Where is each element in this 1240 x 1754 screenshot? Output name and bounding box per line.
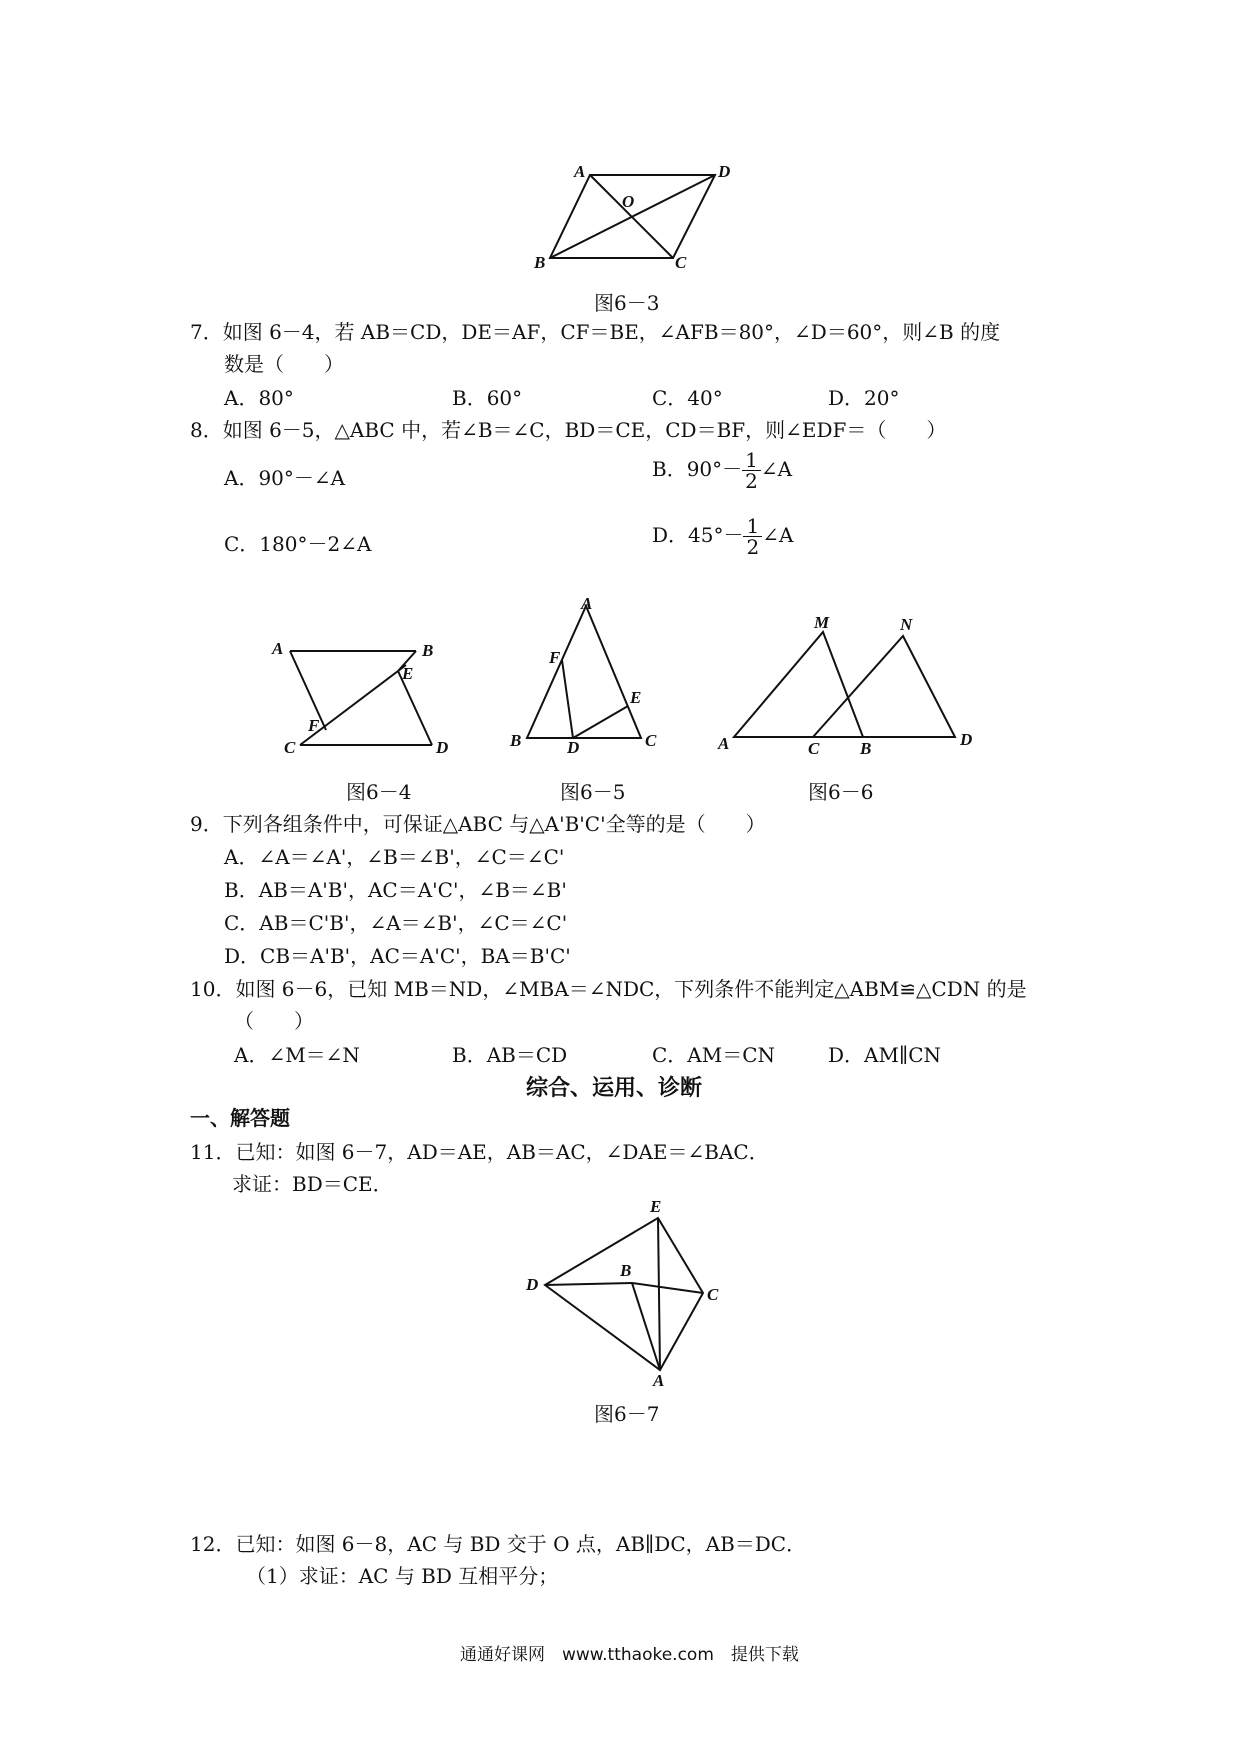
part-title: 一、解答题: [190, 1106, 290, 1130]
q8-option-b-post: ∠A: [760, 457, 793, 481]
segment-db: [545, 1283, 632, 1285]
label-a: A: [718, 734, 730, 753]
label-b: B: [860, 739, 872, 757]
section-title: 综合、运用、诊断: [526, 1076, 703, 1101]
label-c: C: [808, 739, 820, 757]
page-footer: 通通好课网 www.tthaoke.com 提供下载: [460, 1645, 799, 1665]
q10-line1: 10．如图 6－6，已知 MB＝ND，∠MBA＝∠NDC，下列条件不能判定△ABM≌△CDN 的是: [190, 977, 1027, 1001]
q8-option-b: [652, 450, 792, 491]
caption-fig-6-6: 图6－6: [808, 780, 874, 804]
label-d: D: [567, 738, 580, 756]
q9-stem: 9．下列各组条件中，可保证△ABC 与△A'B'C'全等的是（ ）: [190, 812, 766, 836]
q8-stem: 8．如图 6－5，△ABC 中，若∠B＝∠C，BD＝CE，CD＝BF，则∠EDF＝（ ）: [190, 418, 947, 442]
triangle-abc: [527, 606, 641, 738]
caption-fig-6-4: 图6－4: [346, 780, 412, 804]
q12-line2: （1）求证：AC 与 BD 互相平分；: [246, 1564, 559, 1588]
q7-option-c: C．40°: [652, 386, 723, 410]
fraction-half: $\frac{1}{2}$: [742, 450, 761, 491]
q11-line1: 11．已知：如图 6－7，AD＝AE，AB＝AC，∠DAE＝∠BAC．: [190, 1140, 769, 1164]
label-a: A: [581, 596, 593, 613]
label-c: C: [284, 738, 296, 755]
segment-de: [573, 706, 628, 738]
triangle-abm: [734, 632, 863, 737]
q7-line1: 7．如图 6－4，若 AB＝CD，DE＝AF，CF＝BE，∠AFB＝80°，∠D＝60°，则∠B 的度: [190, 320, 1001, 344]
q11-line2: 求证：BD＝CE．: [232, 1172, 393, 1196]
q9-option-a: A．∠A＝∠A'，∠B＝∠B'，∠C＝∠C': [224, 845, 565, 869]
caption-fig-6-3: 图6－3: [594, 291, 660, 315]
label-e: E: [630, 688, 642, 707]
q8-option-b-pre: B．90°－: [652, 457, 743, 481]
label-n: N: [900, 615, 913, 634]
label-b: B: [510, 731, 522, 750]
diagonal-bd: [550, 175, 715, 258]
segment-ae: [658, 1218, 660, 1370]
q10-option-d: D．AM∥CN: [828, 1043, 941, 1067]
q10-option-c: C．AM＝CN: [652, 1043, 776, 1067]
q8-option-d-post: ∠A: [762, 523, 794, 547]
fraction-half: $\frac{1}{2}$: [743, 516, 762, 557]
label-b: B: [422, 641, 434, 660]
label-d: D: [960, 730, 973, 749]
label-d: D: [436, 738, 449, 755]
q8-option-c: C．180°－2∠A: [224, 532, 372, 556]
q8-option-d-pre: D．45°－: [652, 523, 744, 547]
quadrilateral-deca: [545, 1218, 703, 1370]
q7-line2: 数是（ ）: [224, 352, 344, 376]
q10-option-a: A．∠M＝∠N: [234, 1043, 360, 1067]
segment-fd: [562, 660, 573, 738]
caption-fig-6-5: 图6－5: [560, 780, 626, 804]
q10-line2: （ ）: [234, 1009, 314, 1033]
label-b: B: [620, 1261, 632, 1280]
q8-option-d: [652, 516, 793, 557]
q8-option-a: A．90°－∠A: [224, 466, 346, 490]
label-f: F: [308, 716, 320, 735]
label-c: C: [645, 731, 657, 750]
label-o: O: [622, 192, 635, 211]
q9-option-d: D．CB＝A'B'，AC＝A'C'，BA＝B'C': [224, 944, 571, 968]
figure-6-5: [505, 596, 665, 756]
label-m: M: [814, 613, 830, 632]
label-a: A: [653, 1371, 665, 1390]
label-e: E: [402, 664, 414, 683]
label-e: E: [650, 1200, 662, 1216]
label-f: F: [549, 648, 561, 667]
label-a: A: [272, 639, 284, 658]
q9-option-c: C．AB＝C'B'，∠A＝∠B'，∠C＝∠C': [224, 911, 568, 935]
label-b: B: [534, 253, 546, 270]
q10-option-b: B．AB＝CD: [452, 1043, 568, 1067]
caption-fig-6-7: 图6－7: [594, 1402, 660, 1426]
q7-option-b: B．60°: [452, 386, 523, 410]
label-a: A: [574, 162, 586, 181]
label-d: D: [718, 162, 730, 181]
label-c: C: [707, 1285, 719, 1304]
q9-option-b: B．AB＝A'B'，AC＝A'C'，∠B＝∠B': [224, 878, 567, 902]
triangle-cdn: [813, 636, 955, 737]
segment-bc: [632, 1283, 703, 1293]
figure-6-7: [520, 1200, 730, 1390]
figure-6-4: [270, 635, 460, 755]
figure-6-6: [710, 612, 980, 757]
segment-ab: [632, 1283, 660, 1370]
figure-6-3: [530, 155, 730, 270]
q12-line1: 12．已知：如图 6－8，AC 与 BD 交于 O 点，AB∥DC，AB＝DC．: [190, 1532, 807, 1556]
q7-option-a: A．80°: [224, 386, 294, 410]
q7-option-d: D．20°: [828, 386, 900, 410]
label-c: C: [675, 253, 687, 270]
label-d: D: [526, 1275, 539, 1294]
